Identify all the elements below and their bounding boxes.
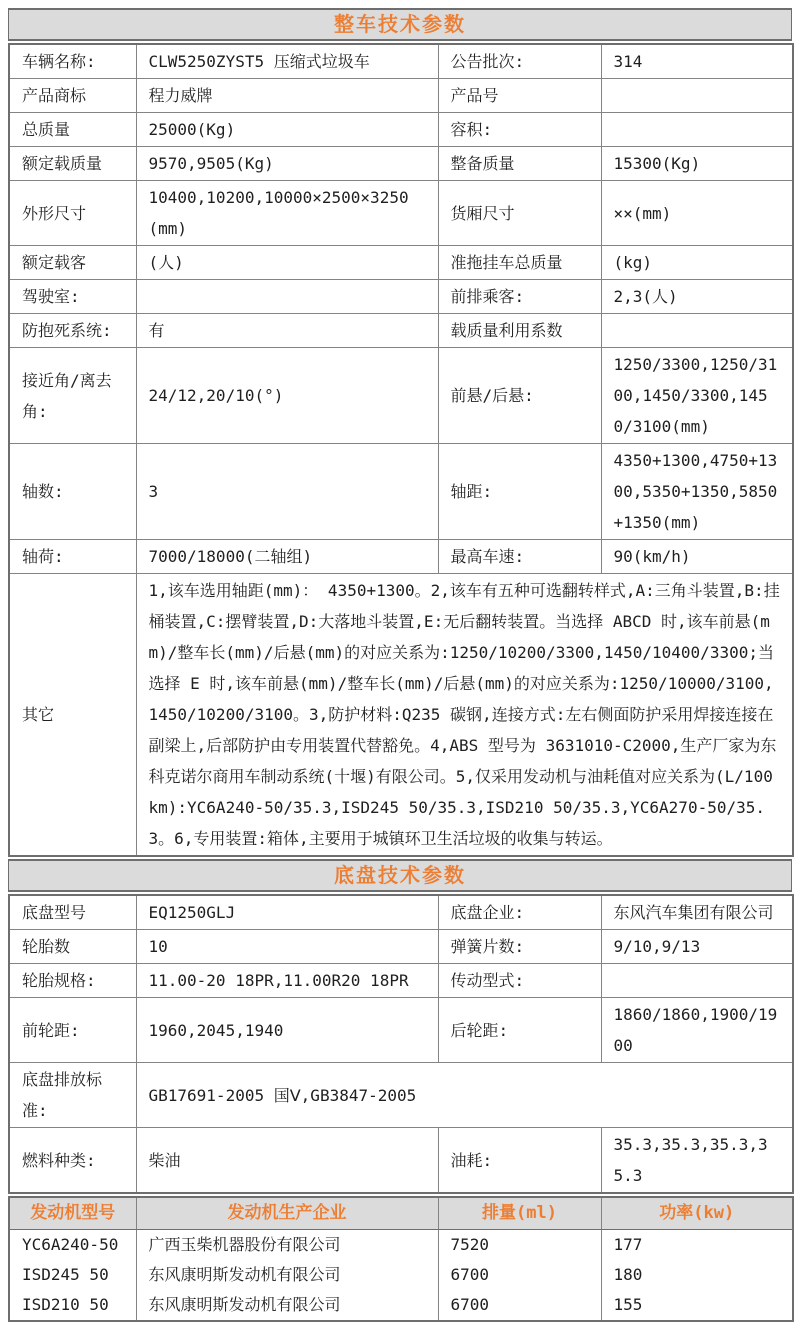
table-row [9, 79, 793, 113]
param-value: 1960,2045,1940 [136, 998, 438, 1063]
table-row [9, 964, 793, 998]
engine-column-header: 排量(ml) [438, 1197, 601, 1230]
param-value: 25000(Kg) [136, 113, 438, 147]
param-value: ××(mm) [601, 181, 793, 246]
param-label: 前悬/后悬: [438, 348, 601, 444]
param-label: 外形尺寸 [9, 181, 136, 246]
table-row [9, 930, 793, 964]
param-label: 轮胎数 [9, 930, 136, 964]
param-value [136, 280, 438, 314]
param-value: 3 [136, 444, 438, 540]
param-label: 后轮距: [438, 998, 601, 1063]
table-row [9, 246, 793, 280]
param-value: 10 [136, 930, 438, 964]
param-label: 底盘排放标准: [9, 1063, 136, 1128]
param-value: 9/10,9/13 [601, 930, 793, 964]
param-label: 轮胎规格: [9, 964, 136, 998]
param-label: 最高车速: [438, 540, 601, 574]
param-value: 7000/18000(二轴组) [136, 540, 438, 574]
param-value: 10400,10200,10000×2500×3250(mm) [136, 181, 438, 246]
engine-manufacturer-cell: 广西玉柴机器股份有限公司 [136, 1230, 438, 1261]
param-value: (kg) [601, 246, 793, 280]
engine-manufacturer-cell: 东风康明斯发动机有限公司 [136, 1260, 438, 1290]
engine-column-header: 功率(kw) [601, 1197, 793, 1230]
engine-model-cell: ISD210 50 [9, 1290, 136, 1321]
param-value: CLW5250ZYST5 压缩式垃圾车 [136, 44, 438, 79]
engine-power-cell: 177 [601, 1230, 793, 1261]
param-label: 燃料种类: [9, 1128, 136, 1194]
engine-model-cell: ISD245 50 [9, 1260, 136, 1290]
param-label: 弹簧片数: [438, 930, 601, 964]
param-label: 驾驶室: [9, 280, 136, 314]
param-value: 11.00-20 18PR,11.00R20 18PR [136, 964, 438, 998]
engine-row [9, 1290, 793, 1321]
param-value: 4350+1300,4750+1300,5350+1350,5850+1350(mm) [601, 444, 793, 540]
param-value: 1860/1860,1900/1900 [601, 998, 793, 1063]
param-label: 整备质量 [438, 147, 601, 181]
engine-column-header: 发动机生产企业 [136, 1197, 438, 1230]
table-row [9, 998, 793, 1063]
table-row [9, 113, 793, 147]
param-label: 总质量 [9, 113, 136, 147]
engine-table [8, 1196, 794, 1322]
param-value: 24/12,20/10(°) [136, 348, 438, 444]
param-value: 1250/3300,1250/3100,1450/3300,1450/3100(mm) [601, 348, 793, 444]
engine-header-row [9, 1197, 793, 1230]
table-row [9, 540, 793, 574]
engine-manufacturer-cell: 东风康明斯发动机有限公司 [136, 1290, 438, 1321]
param-value: EQ1250GLJ [136, 895, 438, 930]
engine-column-header: 发动机型号 [9, 1197, 136, 1230]
param-label: 底盘型号 [9, 895, 136, 930]
table-row [9, 1063, 793, 1128]
param-value: 程力威牌 [136, 79, 438, 113]
table-row [9, 280, 793, 314]
param-value: (人) [136, 246, 438, 280]
table-row [9, 574, 793, 857]
param-value: 1,该车选用轴距(mm)： 4350+1300。2,该车有五种可选翻转样式,A:三角斗装置,B:挂桶装置,C:摆臂装置,D:大落地斗装置,E:无后翻转装置。当选择 ABCD 时,该车前悬(mm)/整车长(mm)/后悬(mm)的对应关系为:1250/10200/3300,1450/10400/3300;当选择 E 时,该车前悬(mm)/整车长(mm)/后悬(mm)的对应关系为:1250/10000/3100,1450/10200/3100。3,防护材料:Q235 碳钢,连接方式:左右侧面防护采用焊接连接在副梁上,后部防护由专用装置代替豁免。4,ABS 型号为 3631010-C2000,生产厂家为东科克诺尔商用车制动系统(十堰)有限公司。5,仅采用发动机与油耗值对应关系为(L/100km):YC6A240-50/35.3,ISD245 50/35.3,ISD210 50/35.3,YC6A270-50/35.3。6,专用装置:箱体,主要用于城镇环卫生活垃圾的收集与转运。 [136, 574, 793, 857]
param-value: 东风汽车集团有限公司 [601, 895, 793, 930]
param-label: 额定载质量 [9, 147, 136, 181]
param-value: 柴油 [136, 1128, 438, 1194]
param-value: 35.3,35.3,35.3,35.3 [601, 1128, 793, 1194]
param-label: 前轮距: [9, 998, 136, 1063]
vehicle-params-table [8, 43, 794, 857]
table-row [9, 348, 793, 444]
engine-power-cell: 155 [601, 1290, 793, 1321]
param-label: 额定载客 [9, 246, 136, 280]
table-row [9, 314, 793, 348]
param-label: 产品号 [438, 79, 601, 113]
param-value [601, 113, 793, 147]
engine-displacement-cell: 7520 [438, 1230, 601, 1261]
param-label: 容积: [438, 113, 601, 147]
engine-displacement-cell: 6700 [438, 1260, 601, 1290]
param-value: 314 [601, 44, 793, 79]
param-label: 轴数: [9, 444, 136, 540]
table-row [9, 181, 793, 246]
param-value: 2,3(人) [601, 280, 793, 314]
table-row [9, 44, 793, 79]
table-row [9, 895, 793, 930]
param-label: 货厢尺寸 [438, 181, 601, 246]
param-value [601, 964, 793, 998]
param-label: 接近角/离去角: [9, 348, 136, 444]
param-label: 公告批次: [438, 44, 601, 79]
param-label: 其它 [9, 574, 136, 857]
engine-displacement-cell: 6700 [438, 1290, 601, 1321]
param-value: 15300(Kg) [601, 147, 793, 181]
vehicle-section-title: 整车技术参数 [8, 8, 792, 41]
table-row [9, 147, 793, 181]
param-label: 前排乘客: [438, 280, 601, 314]
param-value: 有 [136, 314, 438, 348]
param-label: 载质量利用系数 [438, 314, 601, 348]
param-label: 车辆名称: [9, 44, 136, 79]
param-label: 油耗: [438, 1128, 601, 1194]
table-row [9, 444, 793, 540]
param-value: 9570,9505(Kg) [136, 147, 438, 181]
param-value [601, 314, 793, 348]
chassis-section-title: 底盘技术参数 [8, 859, 792, 892]
param-label: 轴荷: [9, 540, 136, 574]
engine-model-cell: YC6A240-50 [9, 1230, 136, 1261]
engine-power-cell: 180 [601, 1260, 793, 1290]
engine-row [9, 1230, 793, 1261]
param-label: 底盘企业: [438, 895, 601, 930]
table-row [9, 1128, 793, 1194]
engine-row [9, 1260, 793, 1290]
param-value [601, 79, 793, 113]
param-value: 90(km/h) [601, 540, 793, 574]
param-label: 轴距: [438, 444, 601, 540]
param-value: GB17691-2005 国Ⅴ,GB3847-2005 [136, 1063, 793, 1128]
param-label: 准拖挂车总质量 [438, 246, 601, 280]
param-label: 传动型式: [438, 964, 601, 998]
chassis-params-table [8, 894, 794, 1194]
param-label: 防抱死系统: [9, 314, 136, 348]
param-label: 产品商标 [9, 79, 136, 113]
